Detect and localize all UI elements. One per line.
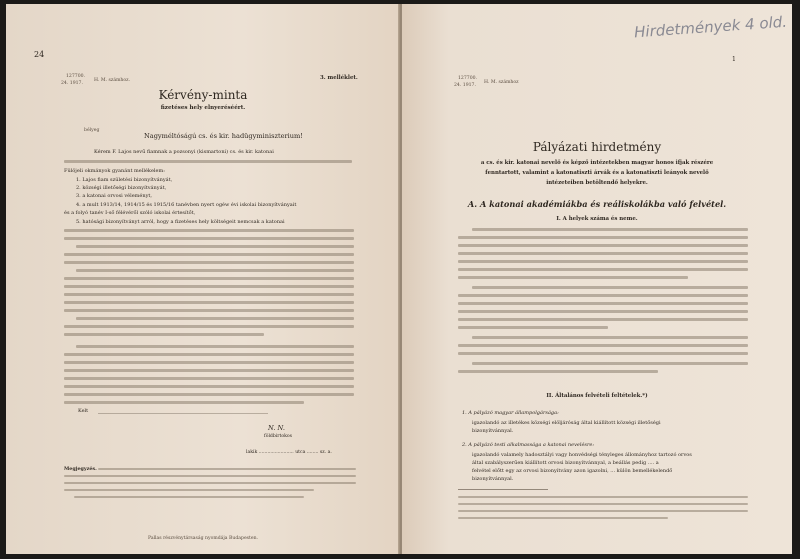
intro-line-2: fenntartott, valamint a katonatiszti árvák és a katonatiszti leányok nevelő [485, 170, 709, 176]
document-spread [6, 4, 792, 554]
list-item-5: 5. hatósági bizonyítványt arról, hogy a fizetéses hely költségeit nemcsak a katonai [76, 219, 285, 225]
list-item-4b: és a folyó tanév I-ső félévéről szóló iskolai értesítőt, [64, 210, 196, 216]
condition-1-text-2: bizonyítvánnyal. [472, 428, 514, 434]
right-page [402, 4, 792, 554]
stamp-label: bélyeg [84, 128, 100, 133]
left-page-number: 24 [34, 50, 45, 59]
left-page [6, 4, 400, 554]
subsection-1-heading: I. A helyek száma és neme. [556, 216, 638, 222]
condition-2-text-2: által szabályszerűen kiállított orvosi bizonyítvánnyal, a beállás pedig .... a [472, 460, 659, 466]
printer-footer: Pallas részvénytársaság nyomdája Budapesten. [147, 536, 259, 541]
condition-2-text-4: bizonyítvánnyal. [472, 476, 514, 482]
condition-1-text-1: igazolandó az illetékes községi elöljáróság által kiállított községi illetőségi [472, 420, 661, 426]
condition-2-text-1: igazolandó valamely hadosztályi vagy honvédségi tényleges állományhoz tartozó orvos [472, 452, 692, 458]
section-a-heading: A. A katonai akadémiákba és reáliskolákba való felvétel. [467, 199, 727, 209]
addressee: Nagyméltóságú cs. és kir. hadügyminiszterium! [144, 132, 303, 140]
intro-line-1: a cs. és kir. katonai nevelő és képző intézetekben magyar honos ifjak részére [480, 160, 714, 166]
address-line: lakik ........................ utca ........ sz. a. [246, 450, 332, 455]
signature-name: N. N. [268, 424, 285, 432]
list-item-3: 3. a katonai orvosi véleményt, [76, 193, 153, 199]
list-item-2: 2. községi illetőségi bizonyítványát, [76, 185, 167, 191]
condition-1-heading: 1. A pályázó magyar állampolgársága: [462, 410, 559, 416]
left-ref-year: 24. 1917. [61, 81, 83, 86]
right-ref-number: 127700. [458, 76, 477, 81]
intro-line-3: intézeteiben betöltendő helyekre. [546, 180, 648, 186]
right-title: Pályázati hirdetmény [532, 140, 662, 154]
signature-role: földbirtokos [264, 434, 292, 439]
left-ref-dept: H. M. számhoz. [94, 78, 131, 83]
appendix-label: 3. melléklet. [320, 75, 358, 81]
left-subtitle: fizetéses hely elnyeréséért. [160, 105, 246, 111]
right-ref-dept: H. M. számhoz [484, 80, 519, 85]
right-ref-year: 24. 1917. [454, 83, 476, 88]
left-ref-number: 127700. [66, 74, 85, 79]
opening-line: Kérem F. Lajos nevű fiamnak a pozsonyi (kismartoni) cs. és kir. katonai [94, 149, 274, 155]
right-page-number: 1 [732, 56, 736, 63]
list-intro: Fülöjeli okmányok gyanánt mellékelem: [64, 168, 165, 174]
kelt-label: Kelt [78, 408, 89, 414]
condition-2-text-3: felvétel előtt egy az orvosi bizonyítvány azon igazolni, ... külön bemellékelendő [472, 468, 673, 474]
note-label: Megjegyzés. [64, 466, 97, 472]
condition-2-heading: 2. A pályázó testi alkalmassága a katonai nevelésre: [462, 442, 595, 448]
list-item-1: 1. Lajos fiam születési bizonyítványát, [76, 177, 173, 183]
left-title: Kérvény-minta [158, 88, 248, 102]
list-item-4: 4. a mult 1913/14, 1914/15 és 1915/16 tanévben nyert ogéw évi iskolai bizonyítványait [76, 202, 297, 208]
subsection-2-heading: II. Általános felvételi feltételek.*) [546, 393, 648, 399]
handwritten-note: Hirdetmények 4 old. [633, 12, 788, 42]
